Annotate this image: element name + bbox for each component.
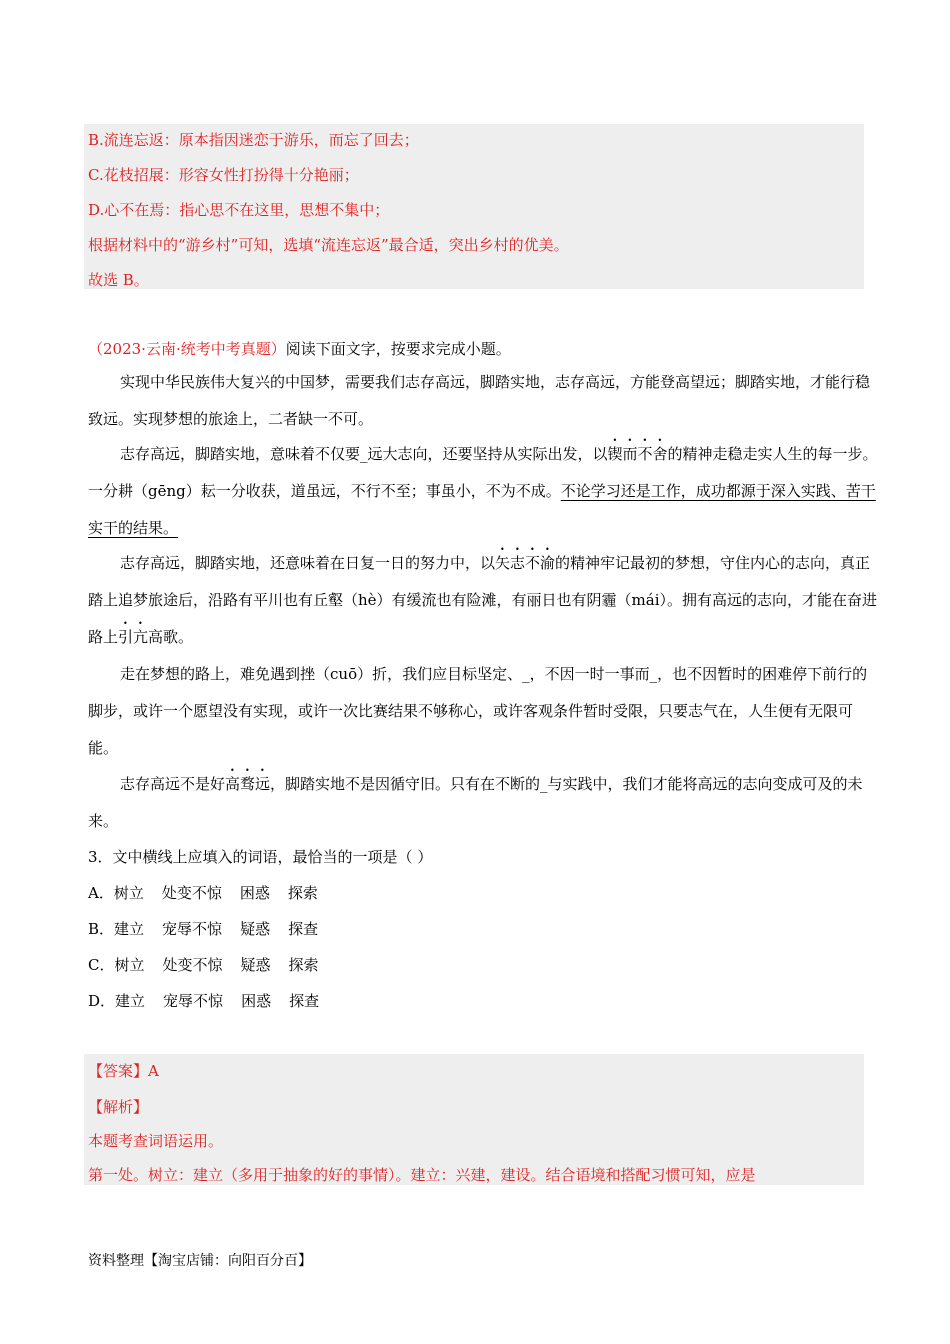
analysis-line: 第一处。树立：建立（多用于抽象的好的事情）。建立：兴建，建设。结合语境和搭配习惯可知，应是	[88, 1166, 756, 1184]
analysis-line: 根据材料中的“游乡村”可知，选填“流连忘返”最合适，突出乡村的优美。	[88, 236, 569, 254]
passage-paragraph-2: 志存高远，脚踏实地，意味着不仅要_远大志向，还要坚持从实际出发，以锲而不舍的精神走稳走实人生的每一步。一分耕（gēng）耘一分收获，道虽远，不行不至；事虽小，不为不成。不论学习还是工作，成功都源于深入实践、苦干实干的结果。	[88, 445, 878, 537]
question-header	[88, 338, 511, 359]
emphasized-word: 高骛远	[225, 775, 271, 793]
answer-line	[88, 1060, 159, 1081]
option-b: B．建立 宠辱不惊 疑惑 探查	[88, 920, 319, 938]
source-tag: （2023·云南·统考中考真题）	[88, 340, 286, 358]
passage-paragraph-3: 志存高远，脚踏实地，还意味着在日复一日的努力中，以矢志不渝的精神牢记最初的梦想，守住内心的志向，真正踏上追梦旅途后，沿路有平川也有丘壑（hè）有缓流也有险滩，有丽日也有阴霾（mái）。拥有高远的志向，才能在奋进路上引亢高歌。	[88, 554, 878, 646]
analysis-line: D.心不在焉：指心思不在这里，思想不集中；	[88, 201, 390, 219]
passage-paragraph-5: 志存高远不是好高骛远，脚踏实地不是因循守旧。只有在不断的_与实践中，我们才能将高远的志向变成可及的未来。	[88, 775, 863, 830]
underlined-sentence: 不论学习还是工作，成功都源于深入实践、苦干实干的结果。	[88, 482, 876, 537]
option-a: A．树立 处变不惊 困惑 探索	[88, 884, 318, 902]
analysis-line: 本题考查词语运用。	[88, 1132, 224, 1150]
passage-paragraph-4: 走在梦想的路上，难免遇到挫（cuō）折，我们应目标坚定、_，不因一时一事而_，也不因暂时的困难停下前行的脚步，或许一个愿望没有实现，或许一次比赛结果不够称心，或许客观条件暂时受限，只要志气在，人生便有无限可能。	[88, 665, 868, 757]
answer-value: A	[148, 1062, 159, 1080]
answer-tag: 【答案】	[88, 1062, 149, 1080]
analysis-line: 故选 B。	[88, 271, 149, 289]
option-d: D．建立 宠辱不惊 困惑 探查	[88, 992, 320, 1010]
analysis-line: B.流连忘返：原本指因迷恋于游乐，而忘了回去；	[88, 131, 419, 149]
analysis-line: C.花枝招展：形容女性打扮得十分艳丽；	[88, 166, 359, 184]
emphasized-word: 引亢	[118, 628, 149, 646]
emphasized-word: 矢志不渝	[495, 554, 556, 572]
passage-paragraph-1: 实现中华民族伟大复兴的中国梦，需要我们志存高远，脚踏实地，志存高远，方能登高望远；脚踏实地，才能行稳致远。实现梦想的旅途上，二者缺一不可。	[88, 373, 871, 428]
emphasized-word: 锲而不舍	[607, 445, 668, 463]
analysis-tag: 【解析】	[88, 1098, 149, 1116]
footer-source: 资料整理【淘宝店铺：向阳百分百】	[88, 1253, 312, 1269]
question-stem: 3．文中横线上应填入的词语，最恰当的一项是（ ）	[88, 848, 433, 866]
instruction: 阅读下面文字，按要求完成小题。	[285, 340, 511, 358]
option-c: C．树立 处变不惊 疑惑 探索	[88, 956, 319, 974]
